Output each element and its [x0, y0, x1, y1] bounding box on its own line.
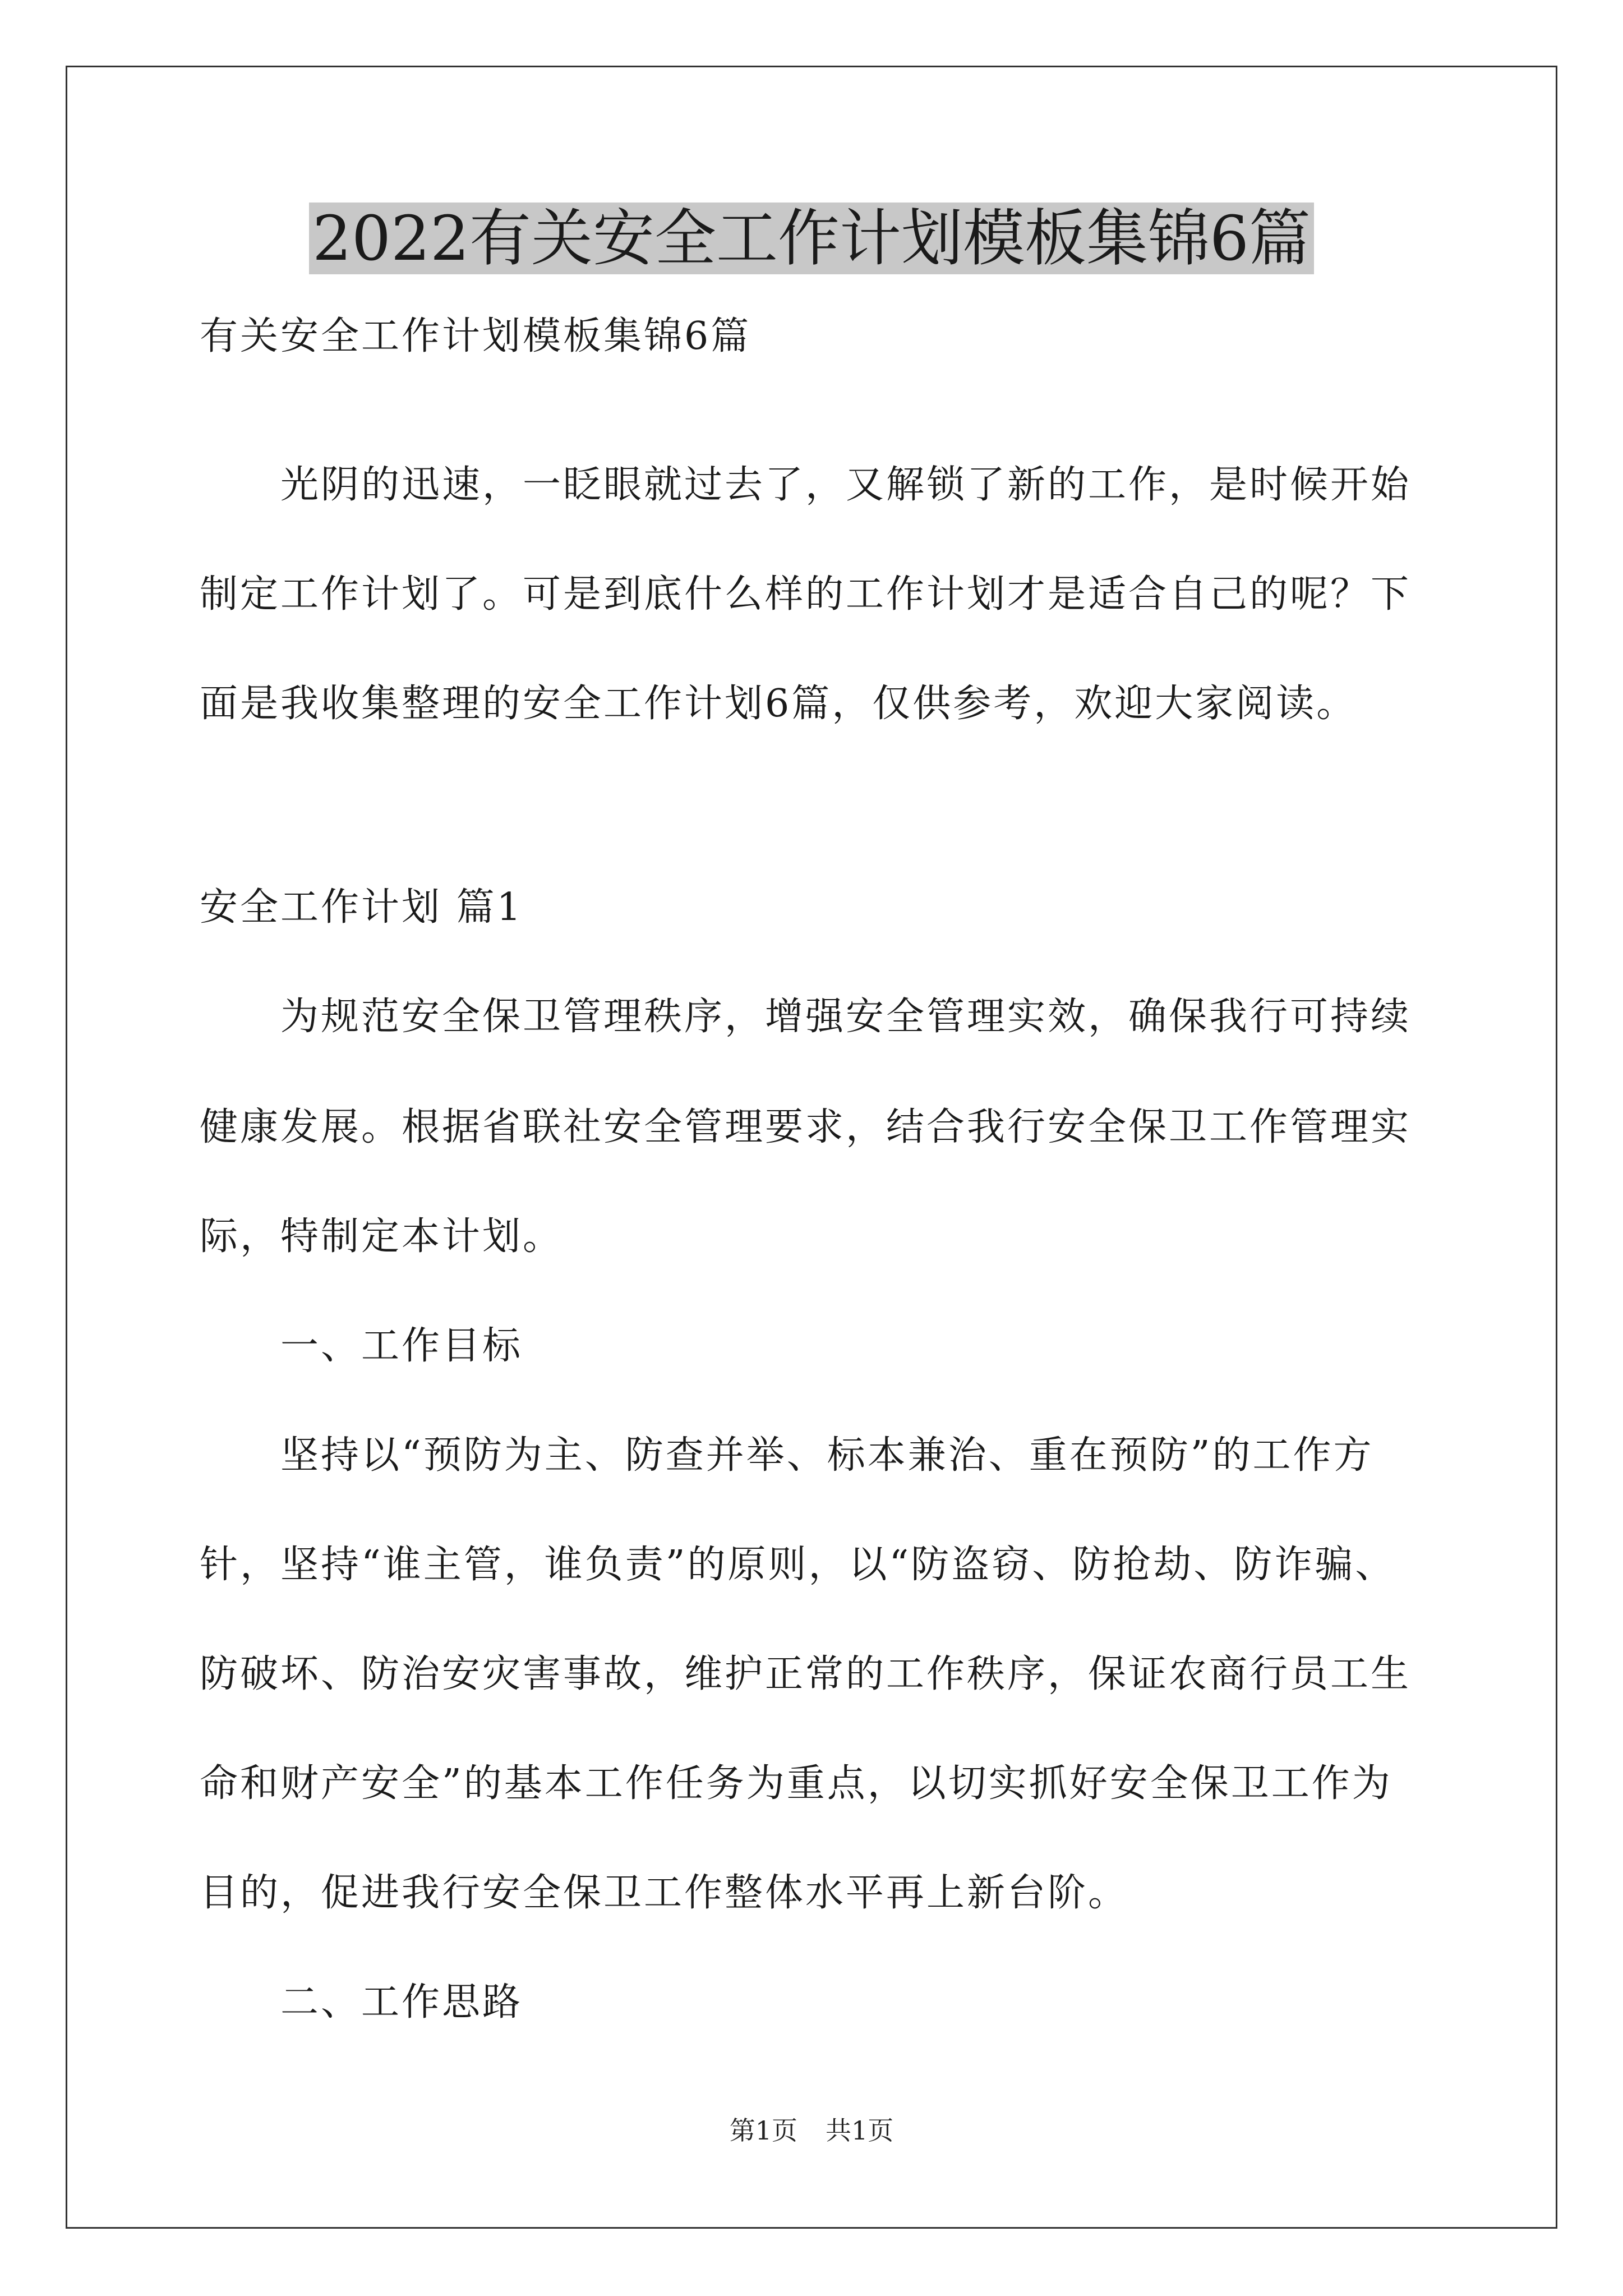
intro-line-2: 制定工作计划了。可是到底什么样的工作计划才是适合自己的呢？下	[200, 572, 1412, 616]
paragraph-2-line-3: 防破坏、防治安灾害事故，维护正常的工作秩序，保证农商行员工生	[200, 1652, 1412, 1696]
page-number: 第1页	[729, 2115, 797, 2146]
paragraph-1-line-2: 健康发展。根据省联社安全管理要求，结合我行安全保卫工作管理实	[200, 1105, 1412, 1149]
section-heading-1: 安全工作计划 篇1	[200, 885, 523, 930]
subheading-work-goal: 一、工作目标	[200, 1324, 523, 1368]
paragraph-1-line-1: 为规范安全保卫管理秩序，增强安全管理实效，确保我行可持续	[200, 995, 1412, 1039]
page-footer	[0, 2114, 1623, 2147]
document-title	[0, 196, 1623, 280]
paragraph-2-line-5: 目的，促进我行安全保卫工作整体水平再上新台阶。	[200, 1871, 1129, 1915]
intro-line-1: 光阴的迅速，一眨眼就过去了，又解锁了新的工作，是时候开始	[200, 463, 1412, 507]
paragraph-2-line-4: 命和财产安全”的基本工作任务为重点，以切实抓好安全保卫工作为	[200, 1761, 1393, 1806]
paragraph-2-line-1: 坚持以“预防为主、防查并举、标本兼治、重在预防”的工作方	[200, 1433, 1374, 1478]
intro-line-3: 面是我收集整理的安全工作计划6篇，仅供参考，欢迎大家阅读。	[200, 682, 1357, 726]
total-pages: 共1页	[826, 2115, 894, 2146]
subheading-work-approach: 二、工作思路	[200, 1980, 523, 2024]
document-title-text: 2022有关安全工作计划模板集锦6篇	[309, 203, 1314, 274]
paragraph-2-line-2: 针，坚持“谁主管，谁负责”的原则，以“防盗窃、防抢劫、防诈骗、	[200, 1543, 1396, 1587]
paragraph-1-line-3: 际，特制定本计划。	[200, 1214, 564, 1259]
subtitle-line: 有关安全工作计划模板集锦6篇	[200, 314, 751, 358]
